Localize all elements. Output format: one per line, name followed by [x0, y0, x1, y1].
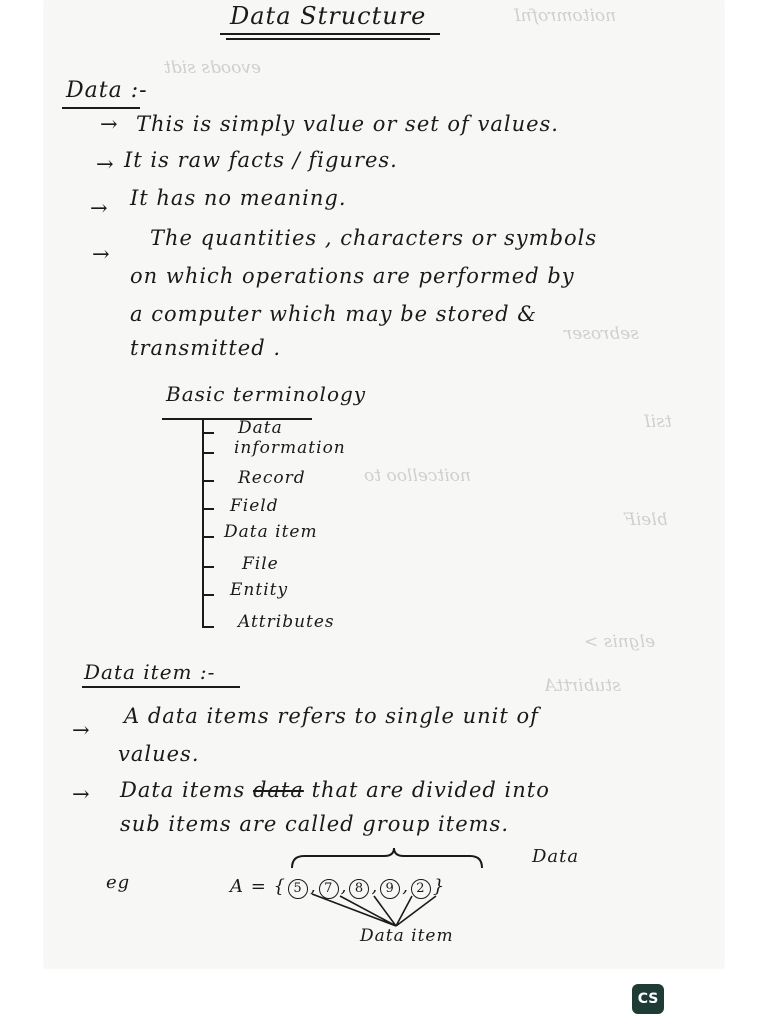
- arrow-icon: →: [92, 242, 111, 266]
- term-data: Data: [238, 418, 283, 438]
- circled-value: 2: [411, 879, 431, 899]
- data-item-bullet-2-line-2: sub items are called group items.: [120, 812, 510, 836]
- annotation-brace: [44, 0, 724, 968]
- arrow-icon: →: [90, 196, 109, 220]
- circled-value: 9: [380, 879, 400, 899]
- term-attributes: Attributes: [238, 612, 335, 632]
- brace-label: Data: [532, 846, 580, 867]
- notebook-page: [44, 0, 724, 968]
- data-item-label: Data item: [360, 926, 454, 946]
- circled-value: 8: [349, 879, 369, 899]
- circled-value: 5: [288, 879, 308, 899]
- arrow-icon: →: [72, 782, 91, 806]
- data-bullet-1: This is simply value or set of values.: [136, 112, 559, 136]
- bleed-through-text: elgnis >: [584, 632, 656, 652]
- data-item-bullet-1-line-2: values.: [118, 742, 200, 766]
- struck-word: data: [252, 778, 304, 802]
- bleed-through-text: tsiI: [644, 412, 672, 432]
- bleed-through-text: noitomrofnI: [514, 6, 617, 26]
- page-title: Data Structure: [230, 2, 427, 30]
- data-bullet-4-line-4: transmitted .: [130, 336, 282, 360]
- term-record: Record: [238, 468, 306, 488]
- circled-value: 7: [319, 879, 339, 899]
- data-bullet-4: The quantities , characters or symbols: [150, 226, 598, 250]
- bleed-through-text: evoods sidt: [164, 58, 262, 78]
- term-data-item: Data item: [224, 522, 318, 542]
- data-bullet-3: It has no meaning.: [130, 186, 347, 210]
- bleed-through-text: bleiF: [624, 510, 668, 530]
- section-heading-data: Data :-: [66, 78, 148, 103]
- data-bullet-2: It is raw facts / figures.: [124, 148, 398, 172]
- bleed-through-text: noitcelloo to: [364, 466, 471, 486]
- arrow-icon: →: [72, 718, 91, 742]
- data-bullet-4-line-2: on which operations are performed by: [130, 264, 575, 288]
- terminology-title: Basic terminology: [166, 382, 367, 406]
- arrow-icon: →: [100, 112, 119, 136]
- bleed-through-text: sebroser: [564, 324, 639, 344]
- arrow-icon: →: [96, 152, 115, 176]
- data-item-bullet-1: A data items refers to single unit of: [124, 704, 539, 728]
- example-expression: A = { 5 , 7 , 8 , 9 , 2 }: [230, 876, 446, 897]
- camscanner-badge: CS: [632, 984, 664, 1014]
- example-label: eg: [106, 872, 131, 893]
- text-fragment: that are divided into: [311, 778, 550, 802]
- term-information: information: [234, 438, 346, 458]
- expr-suffix: }: [432, 876, 446, 897]
- term-file: File: [242, 554, 279, 574]
- term-field: Field: [230, 496, 279, 516]
- data-bullet-4-line-3: a computer which may be stored &: [130, 302, 537, 326]
- term-entity: Entity: [230, 580, 289, 600]
- section-heading-data-item: Data item :-: [84, 660, 216, 684]
- bleed-through-text: stubirttA: [544, 676, 621, 696]
- text-fragment: Data items: [120, 778, 246, 802]
- expr-prefix: A = {: [230, 876, 286, 897]
